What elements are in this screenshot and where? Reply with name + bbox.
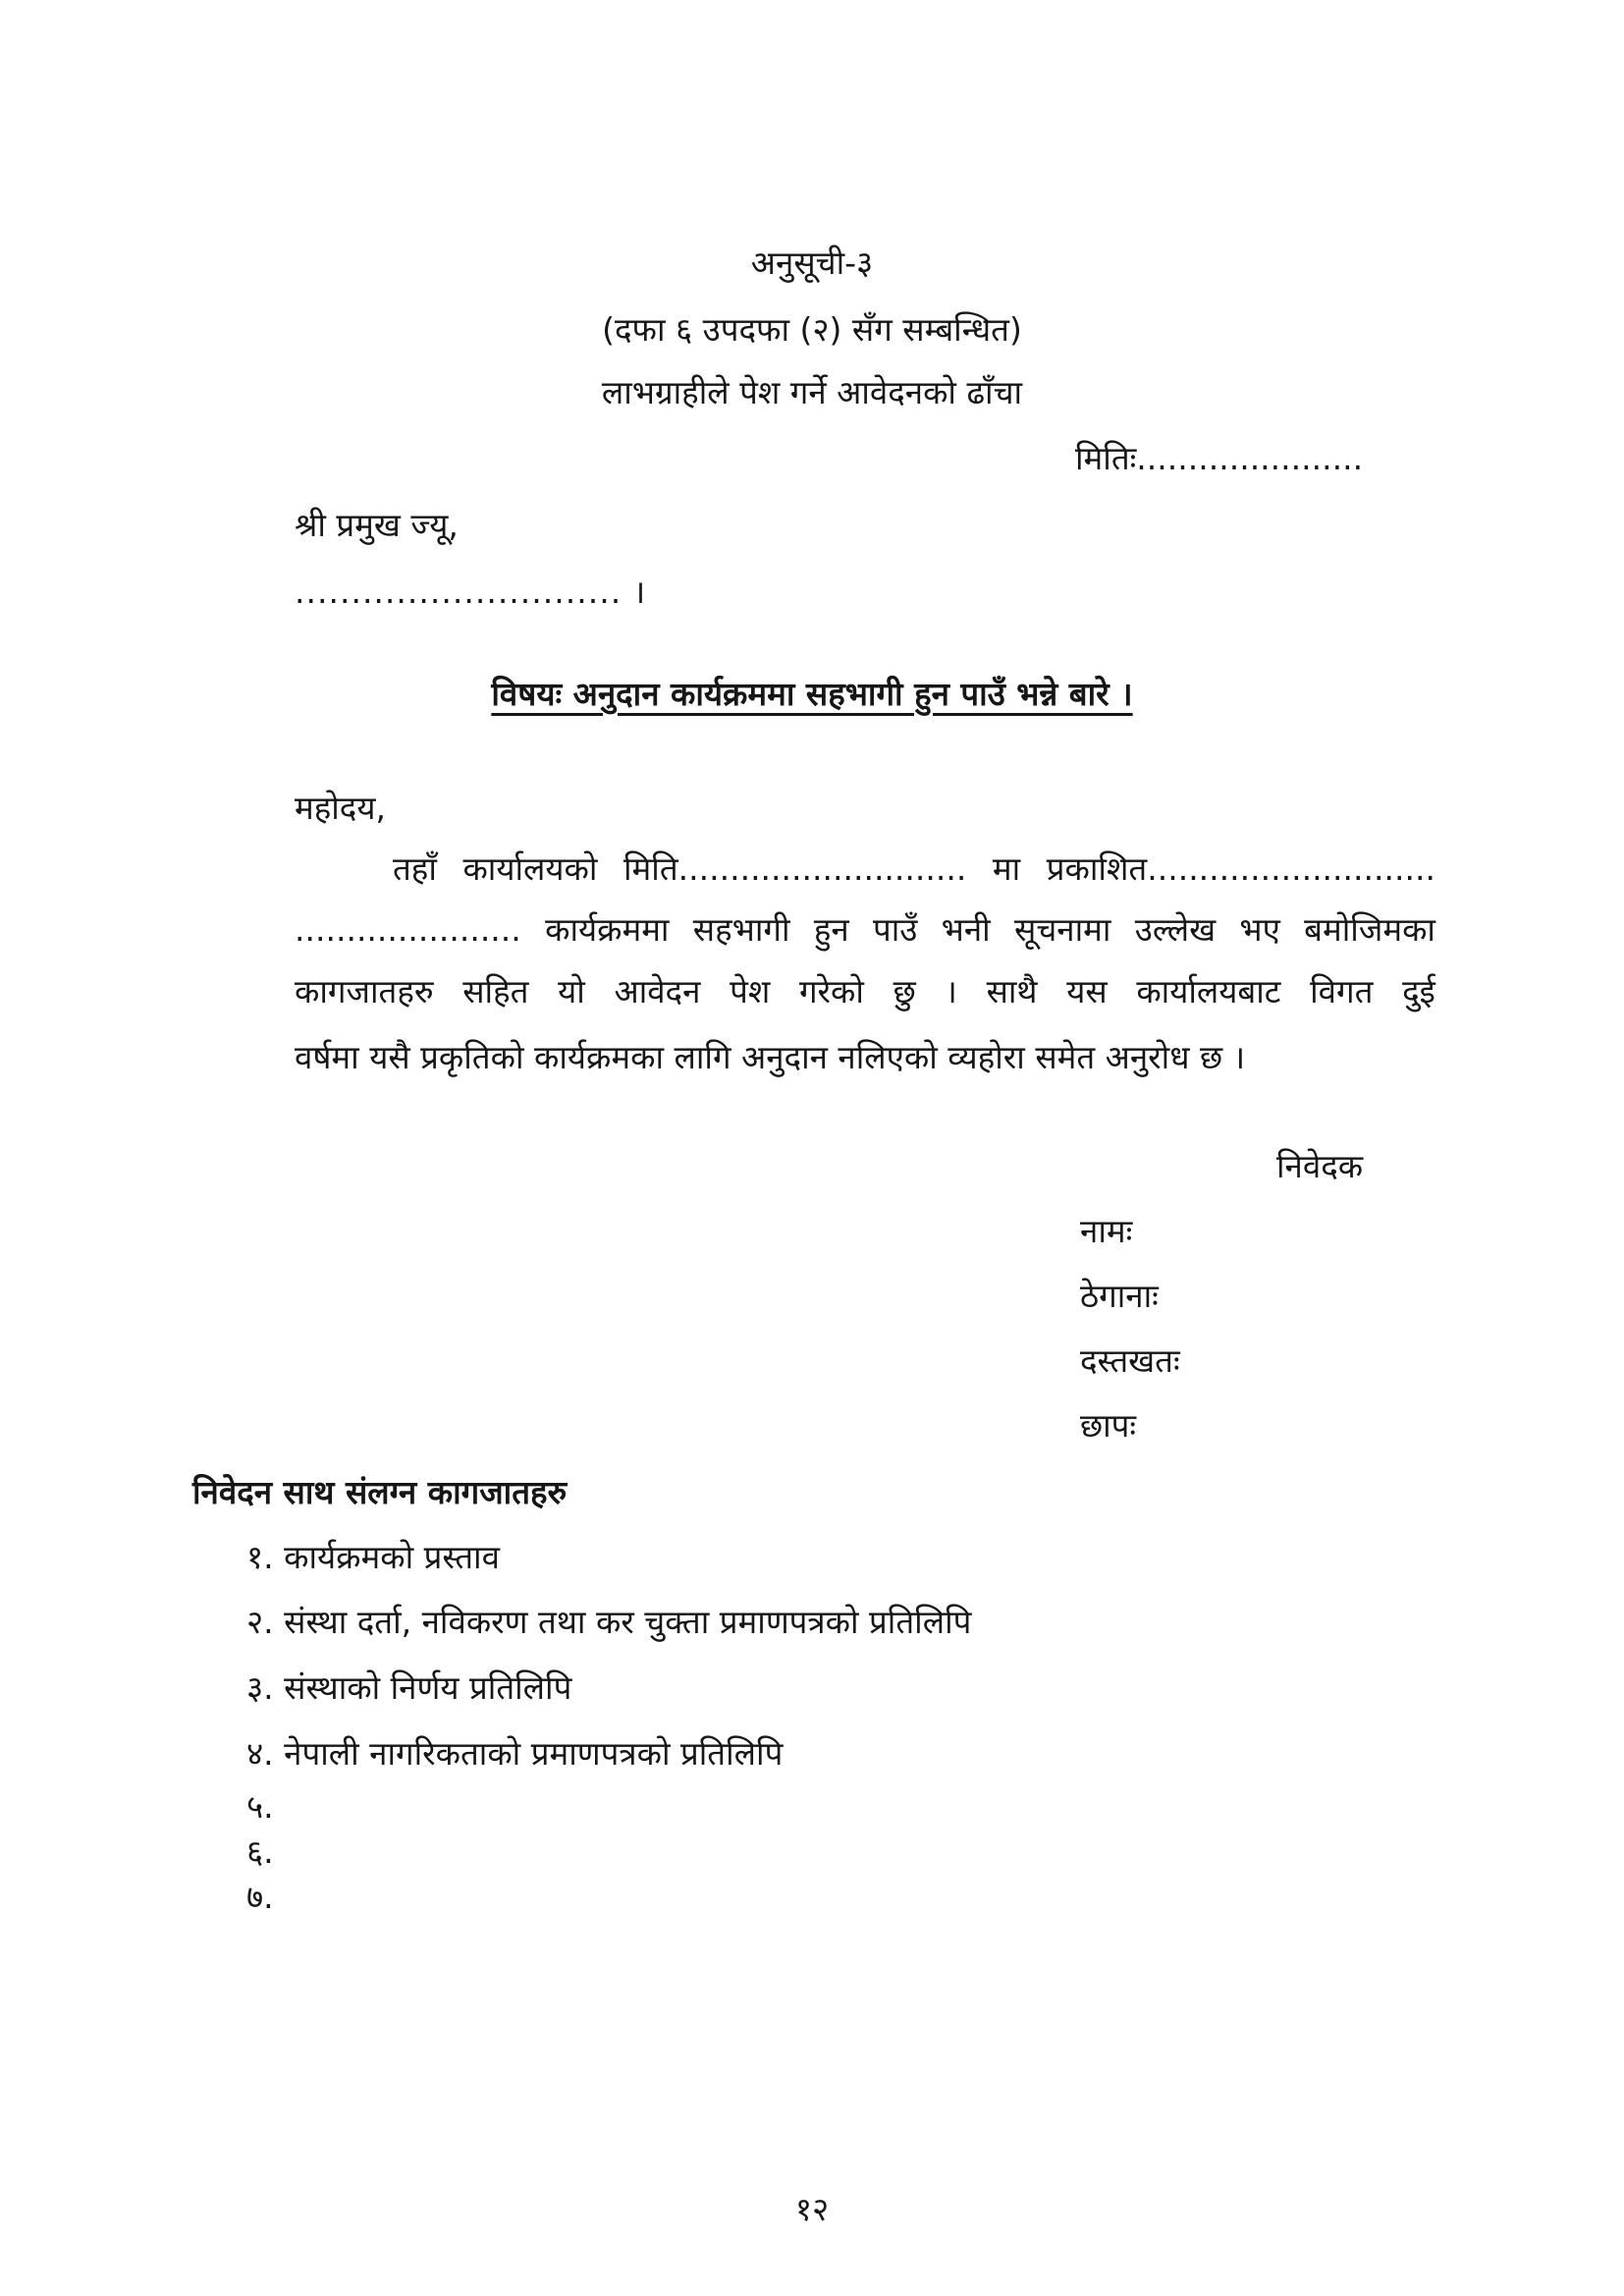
addressee-salutation: श्री प्रमुख ज्यू, xyxy=(295,506,459,544)
word: कागजातहरु xyxy=(295,972,434,1011)
addressee-office: ............................. । xyxy=(295,573,647,611)
address-label: ठेगानाः xyxy=(1080,1277,1159,1315)
body-paragraph-line-4: वर्षमा यसै प्रकृतिको कार्यक्रमका लागि अनुदान नलिएको व्यहोरा समेत अनुरोध छ । xyxy=(295,1038,1246,1076)
word: । xyxy=(945,972,957,1011)
word: यस xyxy=(1066,972,1108,1011)
applicant-title: निवेदक xyxy=(1276,1147,1364,1185)
greeting: महोदय, xyxy=(295,789,386,827)
body-paragraph-line-3 xyxy=(295,972,1435,1011)
date-line: मितिः...................... xyxy=(1075,439,1364,477)
form-title: लाभग्राहीले पेश गर्ने आवेदनको ढाँचा xyxy=(601,373,1023,411)
attachment-item: १. कार्यक्रमको प्रस्ताव xyxy=(246,1538,500,1576)
word: प्रकाशित............................ xyxy=(1046,849,1435,888)
word: सहित xyxy=(462,972,529,1011)
attachment-item: ४. नेपाली नागरिकताको प्रमाणपत्रको प्रतिलिपि xyxy=(246,1734,784,1773)
word: आवेदन xyxy=(614,972,701,1011)
name-label: नामः xyxy=(1080,1212,1133,1250)
section-reference: (दफा ६ उपदफा (२) सँग सम्बन्धित) xyxy=(602,310,1022,349)
word: कार्यालयबाट xyxy=(1136,972,1281,1011)
stamp-label: छापः xyxy=(1080,1406,1137,1445)
attachment-item: ७. xyxy=(246,1878,274,1916)
word: गरेको xyxy=(798,972,864,1011)
word: यो xyxy=(558,972,585,1011)
word: छु xyxy=(893,972,916,1011)
page-number: १२ xyxy=(794,2190,830,2228)
word: हुन xyxy=(813,910,849,949)
word: बमोजिमका xyxy=(1304,910,1435,949)
body-paragraph-line-2 xyxy=(295,910,1435,950)
attachments-heading: निवेदन साथ संलग्न कागजातहरु xyxy=(192,1473,568,1511)
signature-label: दस्तखतः xyxy=(1080,1341,1180,1380)
word: तहाँ xyxy=(393,849,437,888)
word: विगत xyxy=(1310,972,1374,1011)
word: दुई xyxy=(1402,972,1435,1011)
attachment-item: २. संस्था दर्ता, नविकरण तथा कर चुक्ता प्रमाणपत्रको प्रतिलिपि xyxy=(246,1603,972,1641)
body-paragraph-line-1 xyxy=(393,849,1435,889)
word: भए xyxy=(1239,910,1280,949)
attachment-item: ३. संस्थाको निर्णय प्रतिलिपि xyxy=(246,1668,572,1707)
word: उल्लेख xyxy=(1134,910,1217,949)
word: मा xyxy=(992,849,1021,888)
word: कार्यक्रममा xyxy=(545,910,670,949)
word: मिति............................ xyxy=(623,849,967,888)
word: सहभागी xyxy=(692,910,790,949)
word: ...................... xyxy=(295,910,521,949)
word: भनी xyxy=(941,910,991,949)
attachment-item: ६. xyxy=(246,1832,274,1871)
attachment-item: ५. xyxy=(246,1787,274,1826)
word: पेश xyxy=(730,972,771,1011)
schedule-heading: अनुसूची-३ xyxy=(750,244,874,282)
subject-line: विषयः अनुदान कार्यक्रममा सहभागी हुन पाउँ भन्ने बारे । xyxy=(491,675,1133,713)
word: साथै xyxy=(986,972,1038,1011)
word: पाउँ xyxy=(872,910,918,949)
word: कार्यालयको xyxy=(462,849,598,888)
word: सूचनामा xyxy=(1014,910,1111,949)
